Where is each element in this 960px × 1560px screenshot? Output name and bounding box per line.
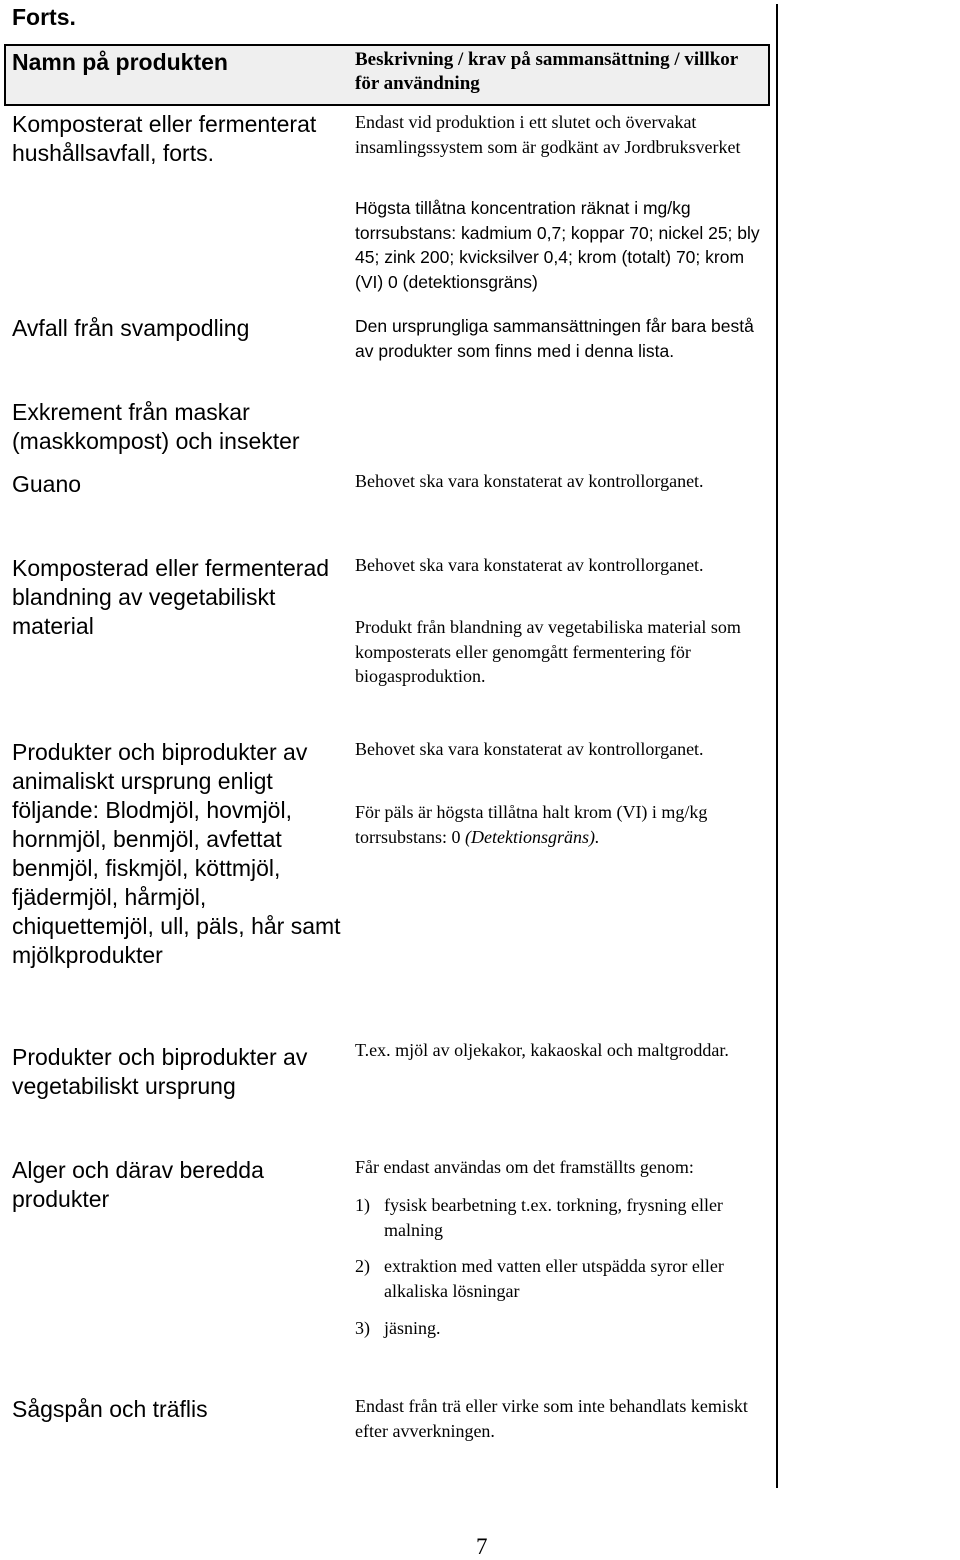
description-animal-products-2-text: För päls är högsta tillåtna halt krom (VI) i mg/kg torrsubstans: 0 [355, 802, 708, 847]
description-vegetable-products: T.ex. mjöl av oljekakor, kakaoskal och maltgroddar. [355, 1040, 729, 1060]
product-name-guano: Guano [12, 471, 82, 497]
product-name-household-waste: Komposterat eller fermenterat hushållsavfall, forts. [12, 111, 317, 166]
detection-limit-note: (Detektionsgräns). [465, 826, 600, 847]
description-household-waste-2: Högsta tillåtna koncentration räknat i mg/kg torrsubstans: kadmium 0,7; koppar 70; nickel 25; bly 45; zink 200; kvicksilver 0,4; krom (totalt) 70; krom (VI) 0 (detektionsgräns) [355, 198, 760, 292]
list-item-number: 1) [355, 1195, 370, 1215]
list-item-number: 3) [355, 1318, 370, 1338]
list-item [355, 1254, 765, 1303]
header-product-name: Namn på produkten [12, 49, 228, 75]
description-animal-products-2 [355, 800, 765, 849]
description-household-waste-1: Endast vid produktion i ett slutet och övervakat insamlingssystem som är godkänt av Jordbruksverket [355, 112, 741, 157]
description-guano: Behovet ska vara konstaterat av kontrollorganet. [355, 471, 704, 491]
product-name-vegetable-compost: Komposterad eller fermenterad blandning av vegetabiliskt material [12, 555, 330, 639]
description-animal-products-1: Behovet ska vara konstaterat av kontrollorganet. [355, 739, 704, 759]
list-item-text: jäsning. [384, 1318, 441, 1338]
product-name-animal-products: Produkter och biprodukter av animaliskt ursprung enligt följande: Blodmjöl, hovmjöl, hornmjöl, benmjöl, avfettat benmjöl, fiskmjöl, köttmjöl, fjädermjöl, hårmjöl, chiquettemjöl, ull, päls, hår samt mjölkprodukter [12, 739, 341, 968]
description-algae-intro: Får endast användas om det framställts genom: [355, 1157, 694, 1177]
page-number: 7 [476, 1534, 488, 1559]
list-item [355, 1193, 765, 1242]
list-item [355, 1316, 765, 1341]
description-sawdust: Endast från trä eller virke som inte behandlats kemiskt efter avverkningen. [355, 1396, 748, 1441]
list-item-number: 2) [355, 1256, 370, 1276]
product-name-vegetable-products: Produkter och biprodukter av vegetabiliskt ursprung [12, 1044, 308, 1099]
product-name-worm-excrement: Exkrement från maskar (maskkompost) och insekter [12, 399, 300, 454]
list-item-text: fysisk bearbetning t.ex. torkning, frysning eller malning [384, 1195, 723, 1240]
product-name-mushroom-waste: Avfall från svampodling [12, 315, 250, 341]
description-vegetable-compost-1: Behovet ska vara konstaterat av kontrollorganet. [355, 555, 704, 575]
description-mushroom-waste: Den ursprungliga sammansättningen får bara bestå av produkter som finns med i denna lista. [355, 316, 754, 361]
product-name-algae: Alger och därav beredda produkter [12, 1157, 264, 1212]
page-title: Forts. [12, 4, 76, 30]
product-name-sawdust: Sågspån och träflis [12, 1396, 208, 1422]
header-description: Beskrivning / krav på sammansättning / villkor för användning [355, 49, 738, 94]
table-right-border [776, 4, 778, 1488]
list-item-text: extraktion med vatten eller utspädda syror eller alkaliska lösningar [384, 1256, 724, 1301]
description-vegetable-compost-2: Produkt från blandning av vegetabiliska material som komposterats eller genomgått fermentering för biogasproduktion. [355, 617, 741, 686]
